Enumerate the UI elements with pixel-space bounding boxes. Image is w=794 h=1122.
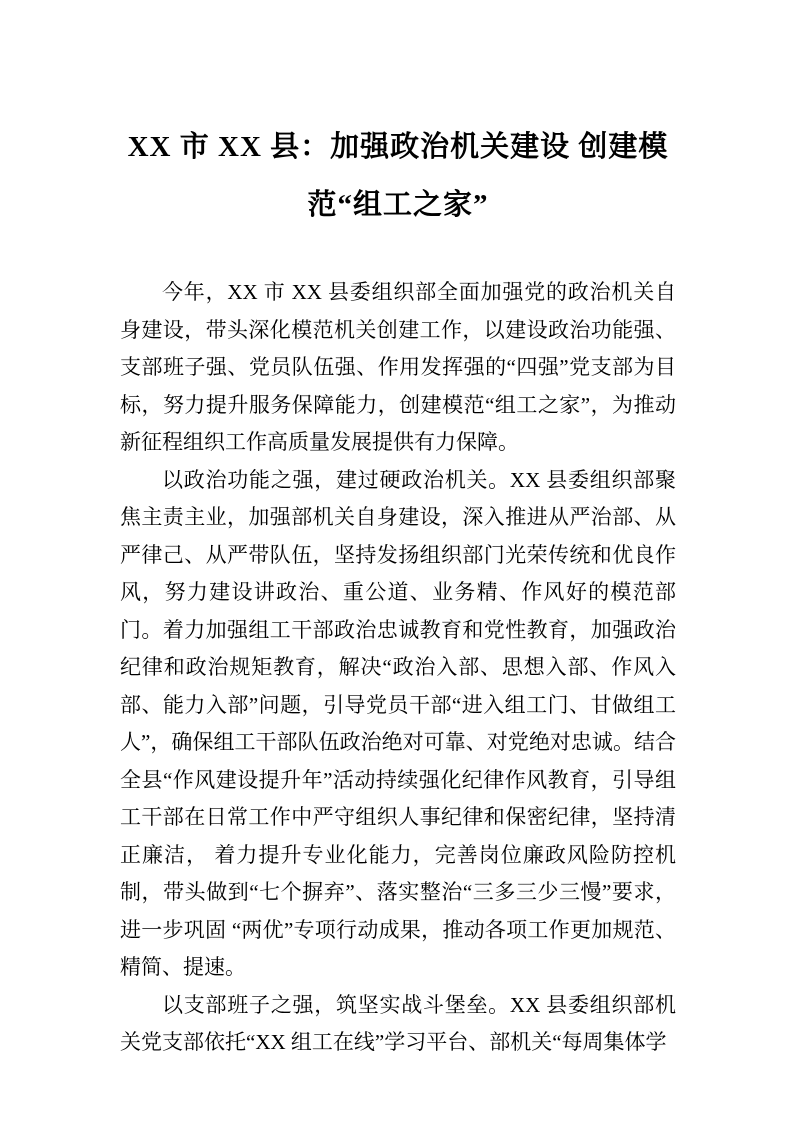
document-title: XX 市 XX 县：加强政治机关建设 创建模范“组工之家” — [127, 131, 669, 221]
body-paragraph: 今年，XX 市 XX 县委组织部全面加强党的政治机关自身建设，带头深化模范机关创建工作，以建设政治功能强、 支部班子强、党员队伍强、作用发挥强的“四强”党支部为目标，努力提升服务保障能力，创建模范“组工之家”，为推动新征程组织工作高质量发展提供有力保障。 — [120, 280, 676, 454]
body-paragraph: 以政治功能之强，建过硬政治机关。XX 县委组织部聚焦主责主业，加强部机关自身建设，深入推进从严治部、从严律己、从严带队伍，坚持发扬组织部门光荣传统和优良作风，努力建设讲政治、重公道、业务精、作风好的模范部门。着力加强组工干部政治忠诚教育和党性教育，加强政治纪律和政治规矩教育，解决“政治入部、思想入部、作风入部、能力入部”问题，引导党员干部“进入组工门、甘做组工人”，确保组工干部队伍政治绝对可靠、对党绝对忠诚。结合全县“作风建设提升年”活动持续强化纪律作风教育，引导组工干部在日常工作中严守组织人事纪律和保密纪律，坚持清正廉洁， 着力提升专业化能力，完善岗位廉政风险防控机制，带头做到“七个摒弃”、落实整治“三多三少三慢”要求，进一步巩固 “两优”专项行动成果，推动各项工作更加规范、精简、提速。 — [120, 467, 676, 979]
document-body — [120, 274, 676, 1062]
body-paragraph: 以支部班子之强，筑坚实战斗堡垒。XX 县委组织部机关党支部依托“XX 组工在线”学习平台、部机关“每周集体学 — [120, 992, 676, 1054]
